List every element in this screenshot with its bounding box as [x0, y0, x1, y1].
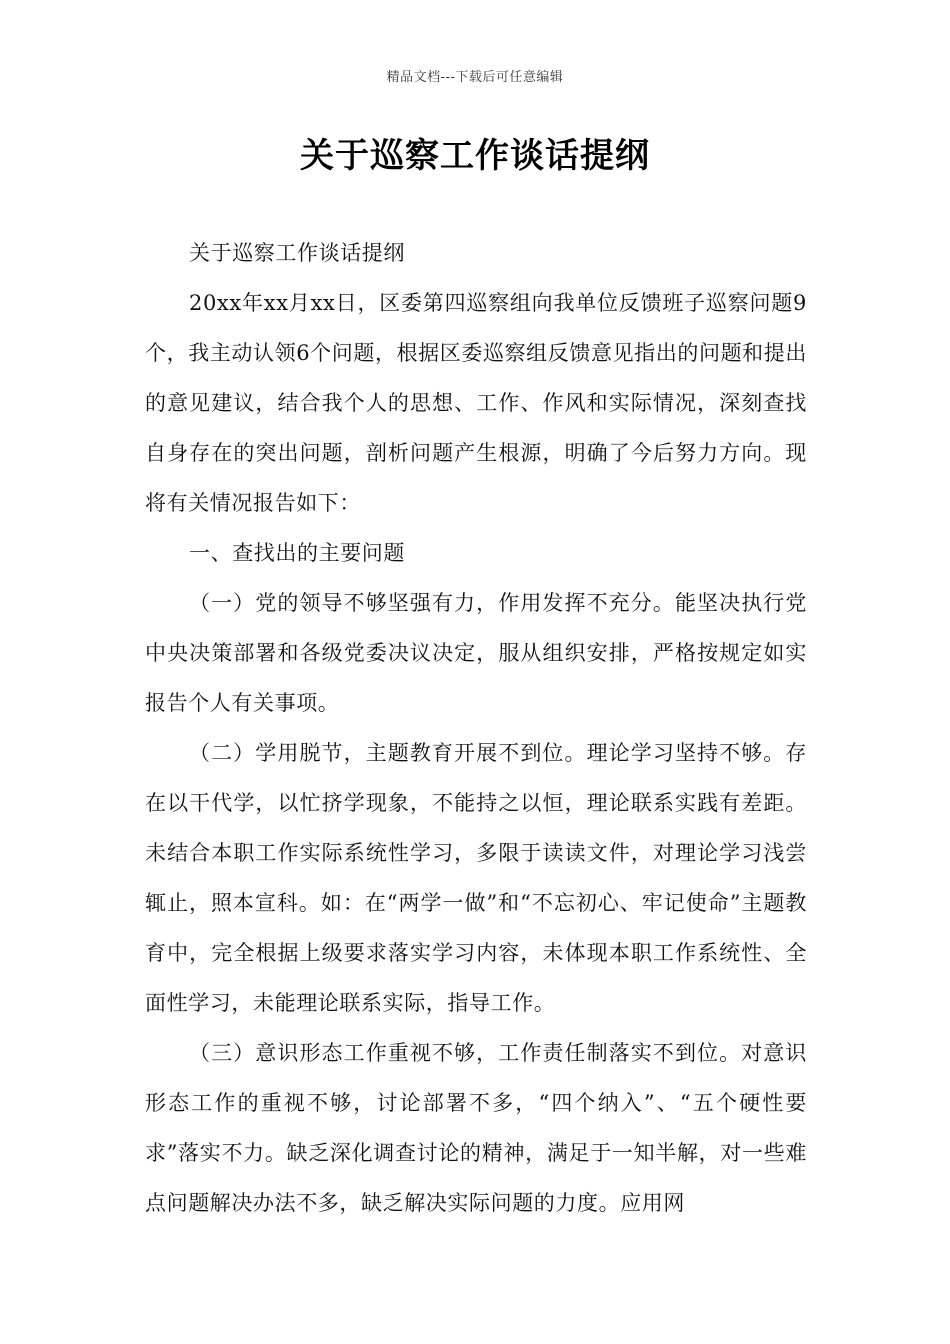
paragraph-intro: 20xx年xx月xx日，区委第四巡察组向我单位反馈班子巡察问题9个，我主动认领6个问题，根据区委巡察组反馈意见指出的问题和提出的意见建议，结合我个人的思想、工作、作风和实际情况，深刻查找自身存在的突出问题，剖析问题产生根源，明确了今后努力方向。现将有关情况报告如下： — [145, 291, 807, 515]
paragraph-item-1: （一）党的领导不够坚强有力，作用发挥不充分。能坚决执行党中央决策部署和各级党委决议决定，服从组织安排，严格按规定如实报告个人有关事项。 — [145, 591, 807, 715]
paragraph-item-3: （三）意识形态工作重视不够，工作责任制落实不到位。对意识形态工作的重视不够，讨论部署不多，“四个纳入”、“五个硬性要求”落实不力。缺乏深化调查讨论的精神，满足于一知半解，对一些难点问题解决办法不多，缺乏解决实际问题的力度。应用网 — [145, 1041, 807, 1215]
document-body — [145, 228, 807, 1228]
paragraph-subtitle: 关于巡察工作谈话提纲 — [189, 241, 405, 265]
section-heading: 一、查找出的主要问题 — [189, 541, 405, 565]
header-note: 精品文档---下载后可任意编辑 — [386, 70, 564, 85]
document-title: 关于巡察工作谈话提纲 — [300, 136, 650, 176]
paragraph-item-2: （二）学用脱节，主题教育开展不到位。理论学习坚持不够。存在以干代学，以忙挤学现象，不能持之以恒，理论联系实践有差距。未结合本职工作实际系统性学习，多限于读读文件，对理论学习浅尝辄止，照本宣科。如：在“两学一做”和“不忘初心、牢记使命”主题教育中，完全根据上级要求落实学习内容，未体现本职工作系统性、全面性学习，未能理论联系实际，指导工作。 — [145, 741, 807, 1015]
